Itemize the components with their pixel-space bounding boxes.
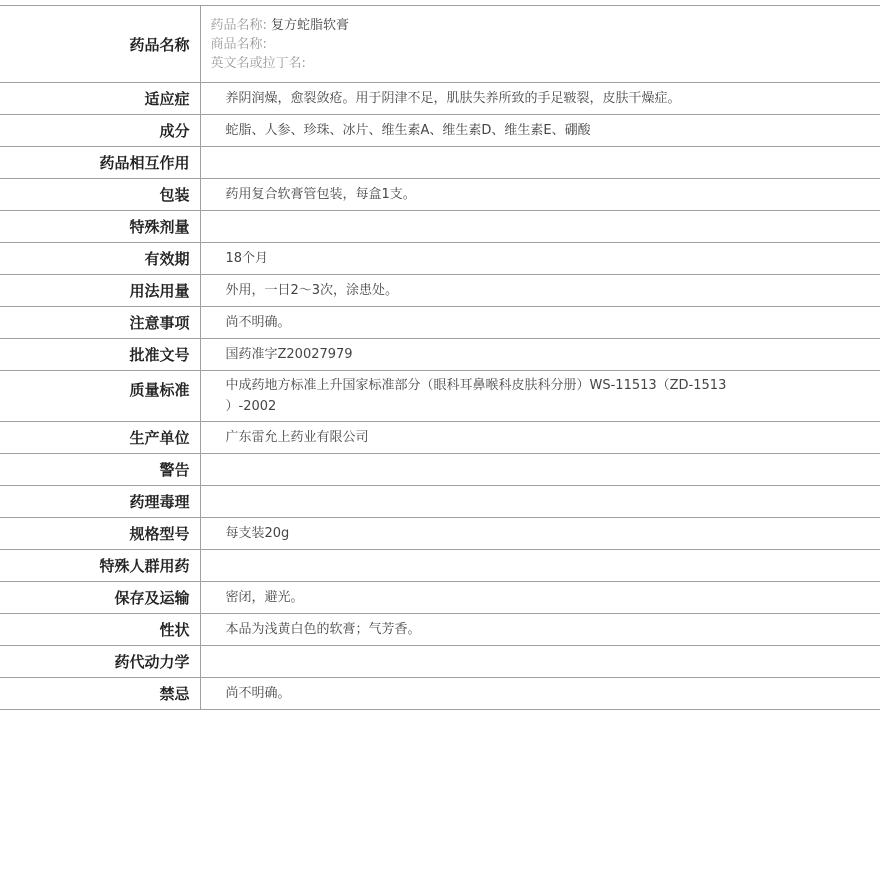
- row-label: 用法用量: [0, 275, 200, 307]
- row-label: 质量标准: [0, 371, 200, 422]
- row-storage-transport: [0, 582, 880, 614]
- row-value: [200, 486, 880, 518]
- row-usage-dosage: [0, 275, 880, 307]
- row-label: 警告: [0, 454, 200, 486]
- drug-info-table: [0, 5, 880, 710]
- row-value: [200, 454, 880, 486]
- row-value: 本品为浅黄白色的软膏；气芳香。: [200, 614, 880, 646]
- row-label: 禁忌: [0, 678, 200, 710]
- row-label: 注意事项: [0, 307, 200, 339]
- row-label: 保存及运输: [0, 582, 200, 614]
- trade-name-key: 商品名称:: [210, 36, 267, 52]
- row-manufacturer: [0, 422, 880, 454]
- row-contraindications: [0, 678, 880, 710]
- row-value: 密闭，避光。: [200, 582, 880, 614]
- row-indications: [0, 83, 880, 115]
- row-pharmacology-toxicology: [0, 486, 880, 518]
- row-value: 尚不明确。: [200, 678, 880, 710]
- row-special-dosage: [0, 211, 880, 243]
- row-label: 药代动力学: [0, 646, 200, 678]
- row-value-line-2: ）-2002: [225, 399, 277, 414]
- row-label: 特殊剂量: [0, 211, 200, 243]
- row-value: [200, 550, 880, 582]
- row-value: [200, 646, 880, 678]
- row-value: 蛇脂、人参、珍珠、冰片、维生素A、维生素D、维生素E、硼酸: [200, 115, 880, 147]
- row-value: 广东雷允上药业有限公司: [200, 422, 880, 454]
- row-value: 18个月: [200, 243, 880, 275]
- english-name-key: 英文名或拉丁名:: [210, 55, 306, 71]
- row-drug-name: [0, 6, 880, 83]
- drug-info-sheet: [0, 5, 880, 710]
- row-interactions: [0, 147, 880, 179]
- row-value: [200, 371, 880, 422]
- row-value: 国药准字Z20027979: [200, 339, 880, 371]
- row-ingredients: [0, 115, 880, 147]
- drug-name-details: [200, 6, 880, 83]
- row-packaging: [0, 179, 880, 211]
- row-approval-number: [0, 339, 880, 371]
- row-value: [200, 147, 880, 179]
- row-quality-standard: [0, 371, 880, 422]
- row-label: 药品名称: [0, 6, 200, 83]
- english-name-line: [211, 54, 880, 73]
- trade-name-line: [211, 35, 880, 54]
- row-label: 适应症: [0, 83, 200, 115]
- row-special-populations: [0, 550, 880, 582]
- row-pharmacokinetics: [0, 646, 880, 678]
- generic-name-key: 药品名称:: [210, 17, 267, 33]
- row-description: [0, 614, 880, 646]
- row-precautions: [0, 307, 880, 339]
- generic-name-value: 复方蛇脂软膏: [271, 17, 350, 33]
- row-specification: [0, 518, 880, 550]
- row-value-line-1: 中成药地方标准上升国家标准部分（眼科耳鼻喉科皮肤科分册）WS-11513（ZD-1513: [225, 378, 727, 393]
- row-warning: [0, 454, 880, 486]
- row-label: 包装: [0, 179, 200, 211]
- row-label: 批准文号: [0, 339, 200, 371]
- row-value: 药用复合软膏管包装，每盒1支。: [200, 179, 880, 211]
- row-label: 生产单位: [0, 422, 200, 454]
- row-label: 规格型号: [0, 518, 200, 550]
- row-value: 养阴润燥，愈裂敛疮。用于阴津不足，肌肤失养所致的手足皲裂，皮肤干燥症。: [200, 83, 880, 115]
- row-value: 外用，一日2～3次，涂患处。: [200, 275, 880, 307]
- row-label: 药理毒理: [0, 486, 200, 518]
- row-shelf-life: [0, 243, 880, 275]
- row-value: 每支装20g: [200, 518, 880, 550]
- generic-name-line: [211, 16, 880, 35]
- row-label: 成分: [0, 115, 200, 147]
- row-label: 性状: [0, 614, 200, 646]
- row-label: 药品相互作用: [0, 147, 200, 179]
- row-value: 尚不明确。: [200, 307, 880, 339]
- row-label: 特殊人群用药: [0, 550, 200, 582]
- row-label: 有效期: [0, 243, 200, 275]
- row-value: [200, 211, 880, 243]
